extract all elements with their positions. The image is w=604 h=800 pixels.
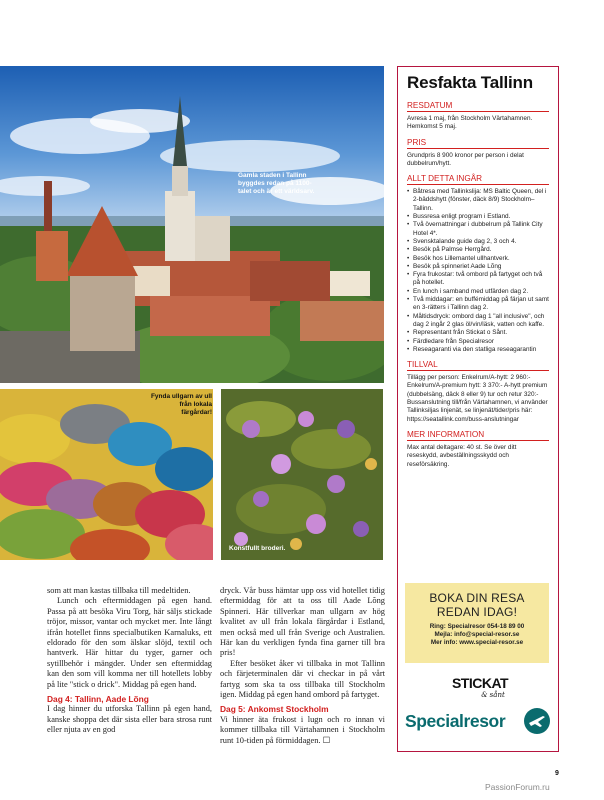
day4-heading: Dag 4: Tallinn, Aade Lõng [47, 694, 149, 705]
specialresor-logo-text: Specialresor [405, 711, 506, 731]
yarn-photo-caption: Fynda ullgarn av ull från lokala färgårdar! [150, 393, 212, 416]
airplane-icon [523, 707, 551, 735]
article-paragraph: I dag hinner du utforska Tallinn på egen hand, kanske shoppa det där sista eller bara strosa runt eller njuta av en god [47, 704, 212, 735]
tallinn-photo-caption: Gamla staden i Tallinn byggdes redan på 1100-talet och är ett världsarv. [238, 172, 315, 195]
pris-text: Grundpris 8 900 kronor per person i delat dubbelrum/hytt. [407, 151, 524, 167]
embroidery-photo [221, 389, 383, 560]
stickat-logo-text: STICKAT [451, 675, 509, 691]
included-heading: ALLT DETTA INGÅR [407, 174, 549, 185]
article-paragraph: Lunch och eftermiddagen på egen hand. Passa på att besöka Viru Torg, här säljs stickade tröjor, missor, vantar och mycket mer. Inte långt ifrån hotellet finns specialbutiken Karnaluks, ett eldorado för den som älskar slöjd, textil och hantverk. Här hittar du tyger, garner och sytillbehör i mängder. Under sen eftermiddag kan den som vill komma ner till hotellets lobby på lite "stick o drick". Middag på egen hand. [47, 596, 212, 689]
article-paragraph: Vi hinner äta frukost i lugn och ro innan vi kommer tillbaka till Värtahamnen i Stockholm runt 10-tiden på förmiddagen. ☐ [220, 714, 385, 745]
article-paragraph: som att man kastas tillbaka till medeltiden. [47, 586, 191, 595]
booking-website-link[interactable]: Mer info: www.special-resor.se [430, 639, 524, 646]
included-item: • Bussresa enligt program i Estland. [407, 213, 549, 221]
included-list [407, 188, 549, 354]
included-item: • Besök hos Lillemantel ullhantverk. [407, 255, 549, 263]
tillval-heading: TILLVAL [407, 360, 549, 371]
included-item: • Båtresa med Tallinkslija: MS Baltic Queen, del i 2-bäddshytt (fönster, däck 8/9) Stockholm–Tallinn. [407, 188, 549, 213]
booking-heading-line2: REDAN IDAG! [436, 605, 518, 619]
day5-heading: Dag 5: Ankomst Stockholm [220, 704, 329, 715]
included-item: • Två middagar: en buffémiddag på färjan ut samt en 3-rätters i Tallinn dag 2. [407, 296, 549, 313]
page-number: 9 [555, 770, 559, 777]
more-info-heading: MER INFORMATION [407, 430, 549, 441]
tillval-text: Tillägg per person: Enkelrum/A-hytt: 2 960:- Enkelrum/A-premium hytt: 3 370:- A-hytt premium (dubbelsäng, däck 8 eller 9) tur och retur 320:- Bussanslutning till/från Värtahamnen, vi använder Tallinksiljas linjenät, se linjenät/tider/pris här: https://seatallink.com/buss-anslutningar [407, 374, 548, 423]
article-paragraph: Efter besöket åker vi tillbaka in mot Tallinn och färjeterminalen där vi checkar in på vårt fartyg som ska ta oss tillbaka till Stockholm igen. Middag på egen hand ombord på fartyget. [220, 658, 385, 700]
included-item: • Representant från Stickat o Sånt. [407, 329, 549, 337]
included-item: • Besök på Palmse Herrgård. [407, 246, 549, 254]
watermark: PassionForum.ru [485, 782, 550, 792]
booking-phone[interactable]: Ring: Specialresor 054-18 89 00 [429, 623, 525, 630]
article-column-1 [47, 586, 212, 736]
tallinn-old-town-photo [0, 66, 384, 383]
resdatum-heading: RESDATUM [407, 101, 549, 112]
pris-heading: PRIS [407, 138, 549, 149]
included-item: • Fyra frukostar: två ombord på fartyget och två på hotellet. [407, 271, 549, 288]
more-info-text: Max antal deltagare: 40 st. Se över ditt reseskydd, avbeställningsskydd och reseförsäkring. [407, 443, 517, 468]
booking-email-link[interactable]: Mejla: info@special-resor.se [434, 631, 520, 638]
embroidery-photo-caption: Konstfullt broderi. [229, 545, 286, 552]
article-paragraph: dryck. Vår buss hämtar upp oss vid hotellet tidig eftermiddag för att ta oss till Aade Lõng Spinneri. Här tillverkar man ullgarn av hög kvalitet av ull från lokala färgårdar i Estland, men också med ull från Sverige och Australien. Här kan du verkligen fynda fina garner till bra pris! [220, 586, 385, 658]
specialresor-logo [405, 705, 551, 739]
included-item: • Svensktalande guide dag 2, 3 och 4. [407, 238, 549, 246]
included-item: • En lunch i samband med utfärden dag 2. [407, 288, 549, 296]
booking-heading-line1: BOKA DIN RESA [429, 591, 525, 605]
included-item: • Besök på spinneriet Aade Lõng [407, 263, 549, 271]
stickat-logo-subtext: & sånt [481, 691, 505, 699]
included-item: • Två övernattningar i dubbelrum på Tallink City Hotel 4*. [407, 221, 549, 238]
booking-box [405, 583, 549, 663]
included-item: • Reseagaranti via den statliga reseagarantin [407, 346, 549, 354]
stickat-logo [445, 676, 515, 702]
included-item: • Måltidsdryck: ombord dag 1 "all inclusive", och dag 2 ingår 2 glas öl/vin/läsk, vatten och kaffe. [407, 313, 549, 330]
resdatum-text: Avresa 1 maj, från Stockholm Värtahamnen. Hemkomst 5 maj. [407, 115, 533, 131]
article-column-2 [220, 586, 385, 746]
included-item: • Färdledare från Specialresor [407, 338, 549, 346]
factbox-title: Resfakta Tallinn [407, 73, 533, 92]
